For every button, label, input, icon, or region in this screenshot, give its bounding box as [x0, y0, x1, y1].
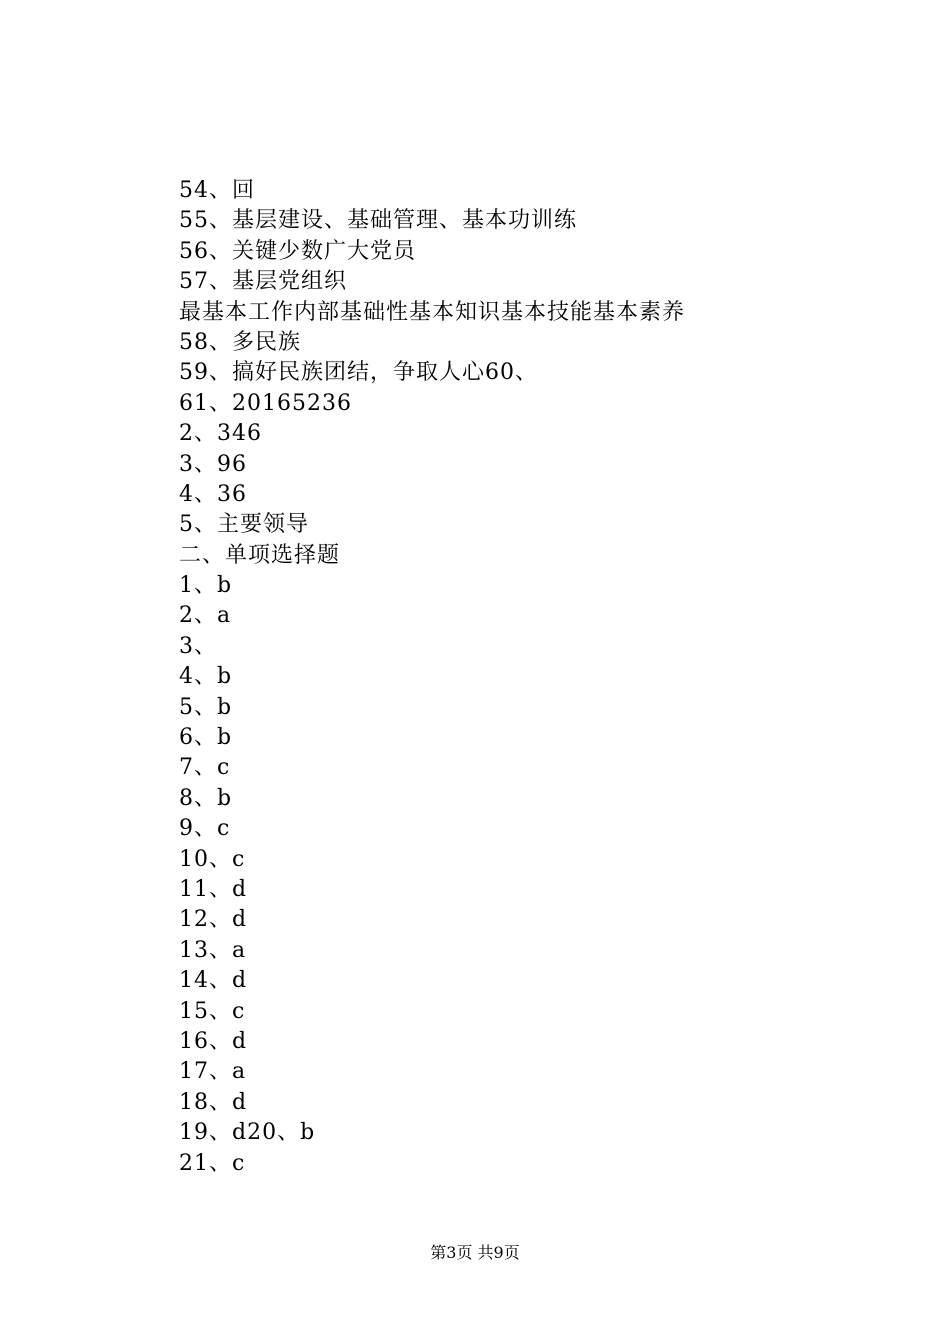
text-line: 8、b — [179, 785, 233, 811]
text-line: 55、基层建设、基础管理、基本功训练 — [179, 208, 577, 234]
text-line: 19、d20、b — [179, 1120, 316, 1146]
text-line: 4、b — [179, 664, 233, 690]
text-line: 5、主要领导 — [179, 512, 309, 538]
page-footer — [0, 1243, 950, 1263]
text-line: 15、c — [179, 998, 246, 1024]
text-line: 58、多民族 — [179, 329, 301, 355]
text-line: 9、c — [179, 816, 231, 842]
text-line: 6、b — [179, 725, 233, 751]
page-number: 第3页 共9页 — [430, 1243, 520, 1262]
text-line: 最基本工作内部基础性基本知识基本技能基本素养 — [179, 299, 686, 325]
answer-list — [179, 176, 879, 1179]
text-line: 56、关键少数广大党员 — [179, 238, 416, 264]
text-line: 54、回 — [179, 178, 255, 203]
text-line: 1、b — [179, 573, 233, 599]
text-line: 3、 — [179, 633, 217, 659]
text-line: 59、搞好民族团结，争取人心60、 — [179, 360, 538, 386]
text-line: 61、20165236 — [179, 390, 352, 416]
text-line: 4、36 — [179, 481, 247, 507]
text-line: 14、d — [179, 968, 248, 994]
text-line: 5、b — [179, 694, 233, 720]
text-line: 2、346 — [179, 421, 262, 447]
text-line: 13、a — [179, 937, 247, 963]
text-line: 7、c — [179, 755, 231, 781]
text-line: 3、96 — [179, 451, 247, 477]
text-line: 10、c — [179, 846, 246, 872]
text-line: 57、基层党组织 — [179, 269, 347, 295]
section-heading: 二、单项选择题 — [179, 542, 341, 568]
text-line: 16、d — [179, 1028, 248, 1054]
text-line: 12、d — [179, 907, 248, 933]
text-line: 11、d — [179, 876, 248, 902]
text-line: 18、d — [179, 1089, 248, 1115]
text-line: 21、c — [179, 1150, 246, 1176]
text-line: 17、a — [179, 1059, 247, 1085]
text-line: 2、a — [179, 603, 232, 629]
